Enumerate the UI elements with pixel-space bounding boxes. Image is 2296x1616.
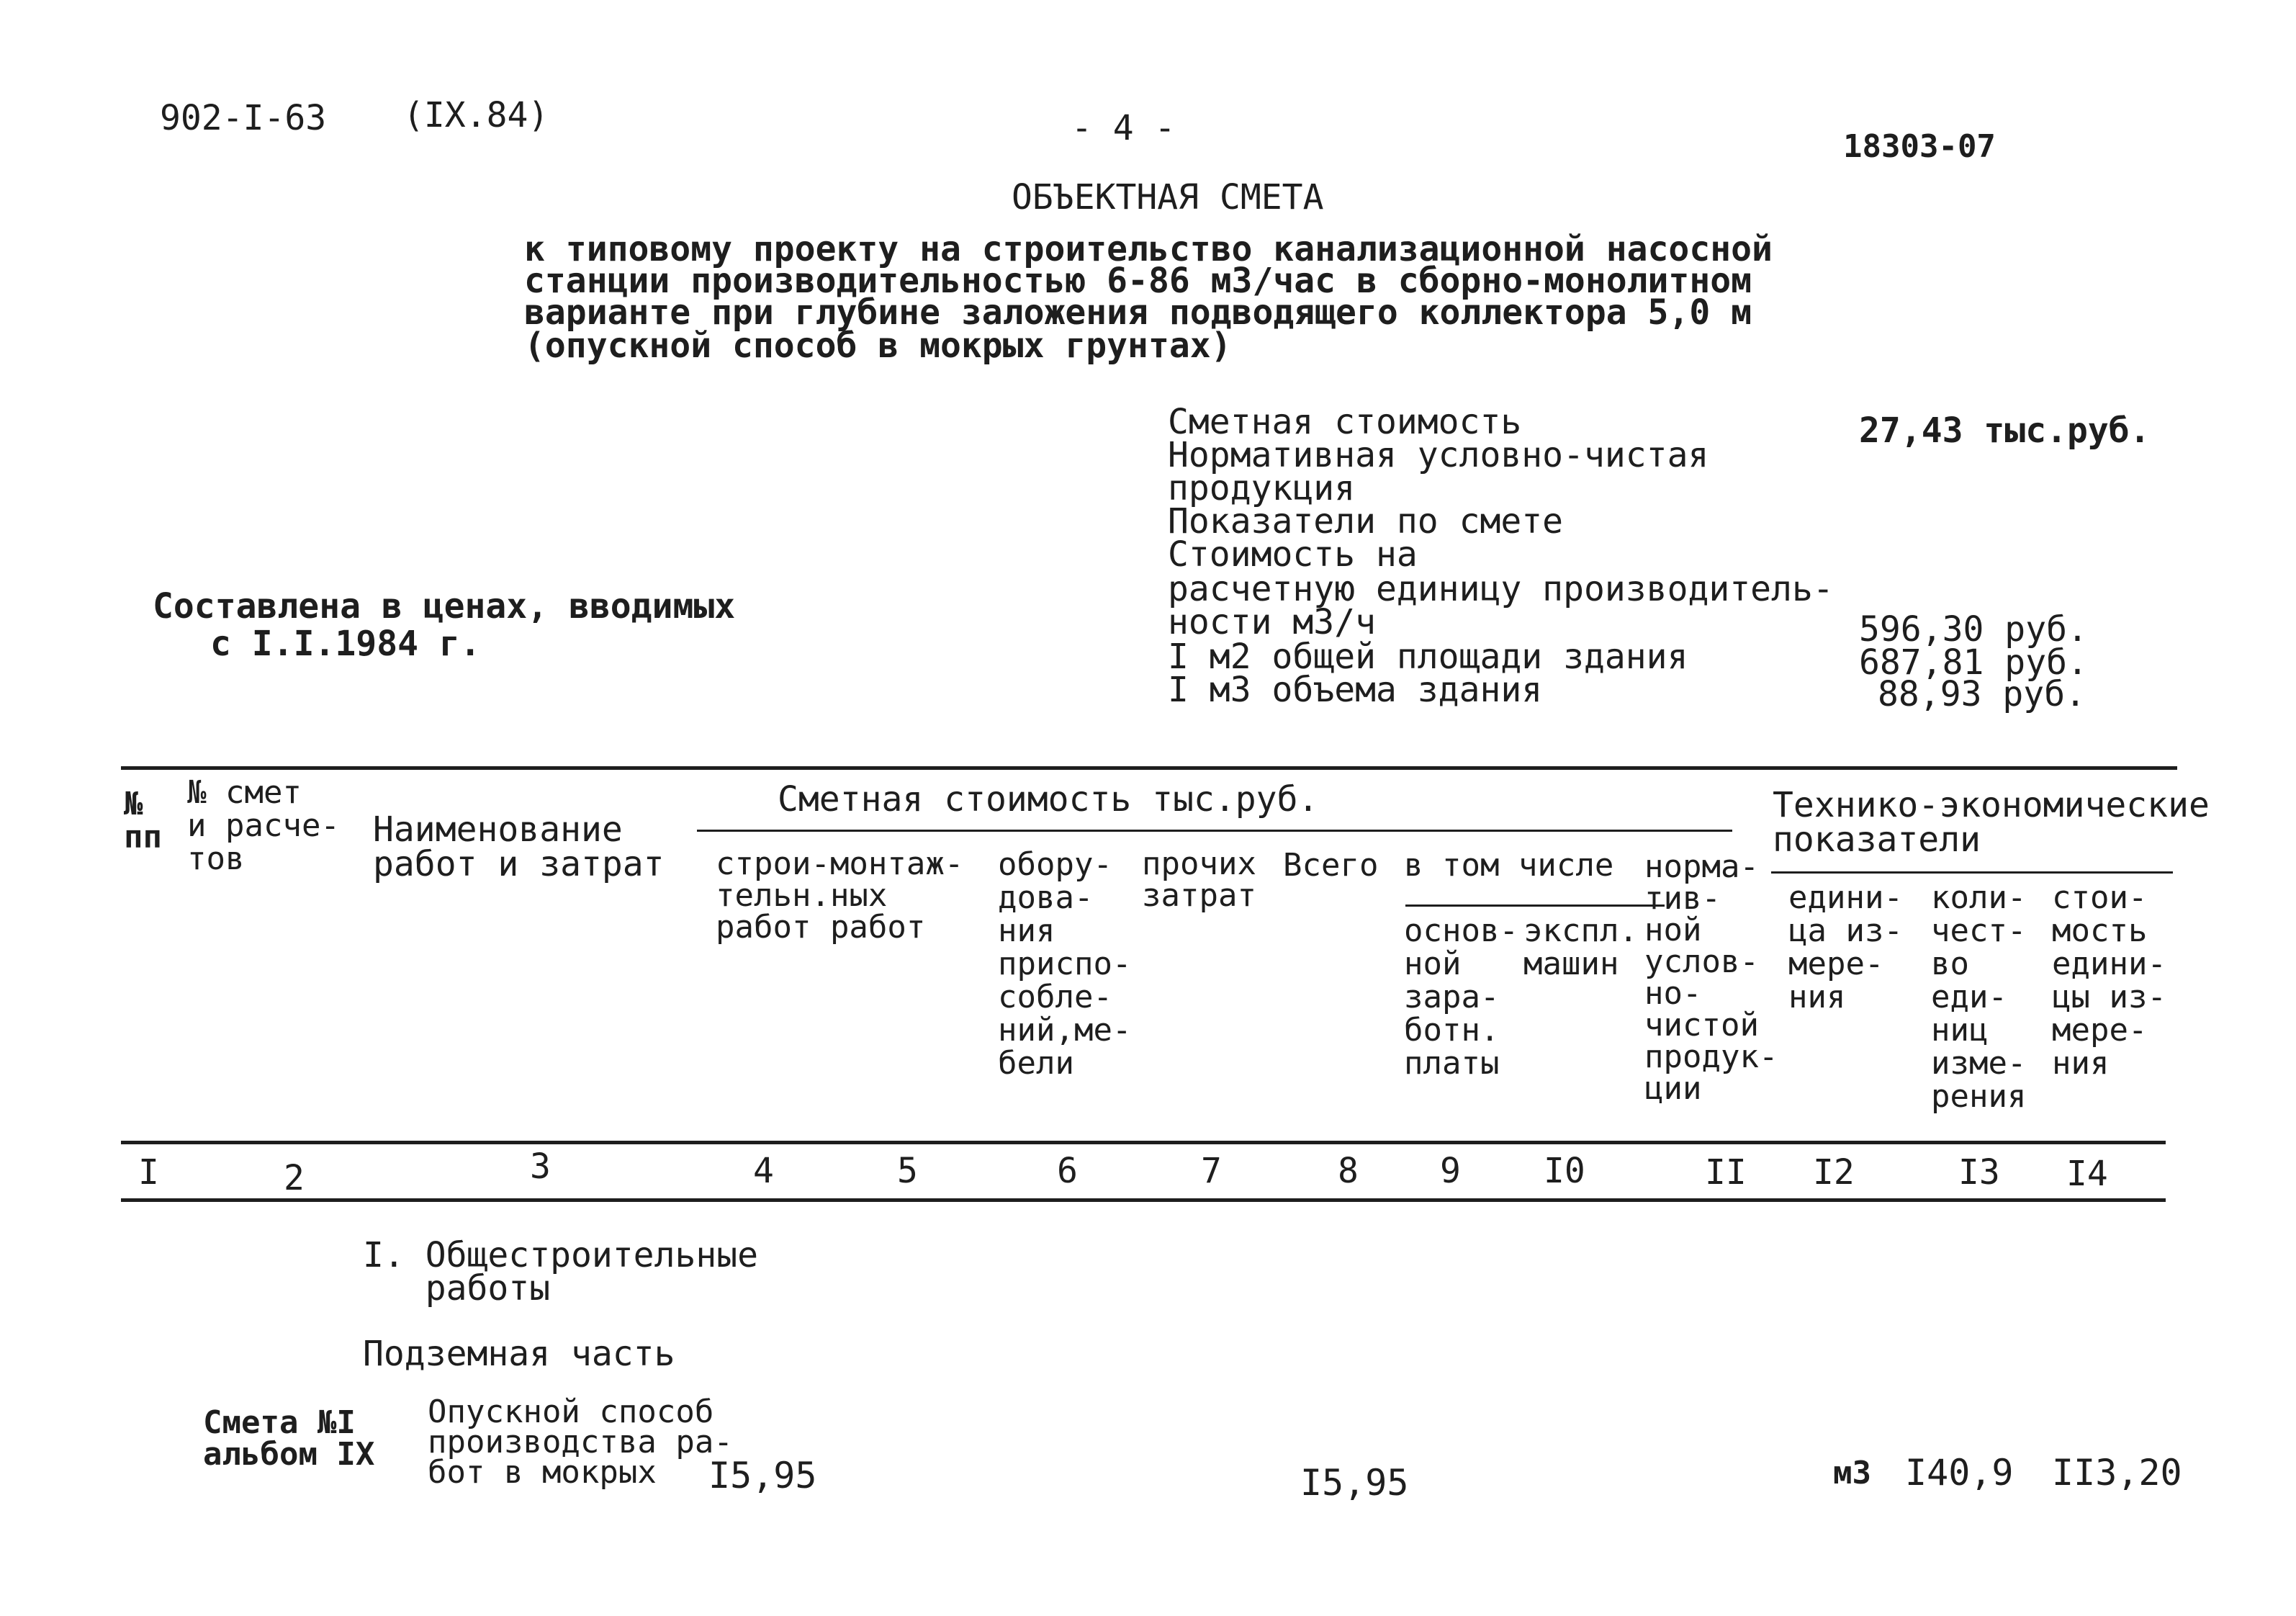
header-col-other: прочих затрат: [1142, 845, 1256, 914]
cost-value: 27,43 тыс.руб.: [1859, 410, 2151, 451]
column-number-14: I4: [2066, 1154, 2108, 1194]
row-unit: м3: [1833, 1455, 1871, 1491]
archive-number: 18303-07: [1843, 128, 1996, 165]
table-top-rule: [121, 766, 2177, 770]
column-number-3: 3: [530, 1146, 551, 1187]
column-numbers-rule: [121, 1198, 2166, 1202]
cost-group-rule: [697, 830, 1732, 832]
title-line-2: станции производительностью 6-86 м3/час в сборно-монолитном: [524, 261, 1752, 301]
page-number: - 4 -: [1071, 108, 1176, 148]
column-number-12: I2: [1813, 1152, 1855, 1193]
column-number-6: 6: [1057, 1151, 1078, 1191]
column-number-1: I: [138, 1152, 159, 1193]
normative-label-2: продукция: [1168, 468, 1356, 508]
header-col-total: Всего: [1283, 847, 1379, 884]
area-label: I м2 общей площади здания: [1168, 637, 1688, 677]
area-value: 687,81 руб.: [1859, 642, 2088, 683]
header-group-tech: Технико-экономические показатели: [1773, 785, 2210, 860]
document-code: 902-I-63: [160, 98, 327, 138]
incl-rule: [1405, 904, 1665, 907]
header-col-construction-installation: строи-монтаж- тельн.ных работ работ: [716, 845, 964, 946]
header-col-name: Наименование работ и затрат: [373, 809, 665, 884]
column-number-5: 5: [897, 1151, 918, 1191]
header-col-normative-product: норма- тив- ной услов- но- чистой продук- ции: [1644, 848, 1778, 1107]
cost-label: Сметная стоимость: [1168, 402, 1522, 442]
row-work-name: Опускной способ производства ра- бот в мокрых: [428, 1393, 733, 1491]
title-line-3: варианте при глубине заложения подводящего коллектора 5,0 м: [524, 292, 1752, 333]
title-line-1: к типовому проекту на строительство канализационной насосной: [524, 229, 1773, 269]
row-estimate-ref: Смета №I альбом IX: [203, 1404, 375, 1473]
header-col-wages: основ- ной зара- ботн. платы: [1404, 912, 1518, 1082]
header-col-row-number: № пп: [124, 786, 162, 856]
header-col-machines: экспл. машин: [1523, 912, 1638, 982]
header-col-unit-cost: стои- мость едини- цы из- мере- ния: [2052, 879, 2166, 1082]
unit-cost-label-2: расчетную единицу производитель-: [1168, 569, 1834, 609]
header-bottom-rule: [121, 1141, 2166, 1144]
column-number-13: I3: [1958, 1152, 2000, 1193]
column-number-2: 2: [284, 1158, 305, 1198]
column-number-4: 4: [753, 1151, 774, 1191]
column-number-10: I0: [1544, 1151, 1585, 1191]
column-number-7: 7: [1201, 1151, 1222, 1191]
header-group-cost: Сметная стоимость тыс.руб.: [778, 779, 1319, 820]
subsection-title: Подземная часть: [363, 1334, 675, 1374]
header-incl: в том числе: [1404, 847, 1614, 884]
unit-cost-label-3: ности м3/ч: [1168, 602, 1376, 642]
volume-value: 88,93 руб.: [1878, 674, 2086, 714]
row-unit-cost: II3,20: [2052, 1452, 2182, 1494]
column-number-9: 9: [1440, 1151, 1461, 1191]
row-total-cost: I5,95: [1300, 1462, 1409, 1504]
unit-cost-value: 596,30 руб.: [1859, 609, 2088, 650]
compiled-line-2: с I.I.1984 г.: [210, 624, 481, 664]
volume-label: I м3 объема здания: [1168, 670, 1543, 710]
normative-label-1: Нормативная условно-чистая: [1168, 435, 1709, 475]
indicators-label: Показатели по смете: [1168, 501, 1564, 542]
document-heading: ОБЪЕКТНАЯ СМЕТА: [1012, 177, 1324, 217]
section-title: I. Общестроительные работы: [363, 1235, 759, 1308]
column-number-11: II: [1705, 1152, 1747, 1193]
header-col-estimate-ref: № смет и расче- тов: [187, 774, 340, 877]
header-col-equipment: обору- дова- ния приспо- собле- ний,ме- бели: [998, 846, 1132, 1082]
unit-cost-label-1: Стоимость на: [1168, 534, 1418, 575]
header-col-quantity: коли- чест- во еди- ниц изме- рения: [1931, 879, 2027, 1115]
column-number-8: 8: [1338, 1151, 1359, 1191]
tech-group-rule: [1771, 871, 2173, 874]
header-col-unit: едини- ца из- мере- ния: [1788, 879, 1903, 1015]
revision-mark: (IX.84): [403, 95, 549, 135]
row-construction-cost: I5,95: [708, 1455, 817, 1496]
row-quantity: I40,9: [1905, 1452, 2014, 1494]
title-line-4: (опускной способ в мокрых грунтах): [524, 326, 1232, 366]
compiled-line-1: Составлена в ценах, вводимых: [153, 586, 736, 627]
